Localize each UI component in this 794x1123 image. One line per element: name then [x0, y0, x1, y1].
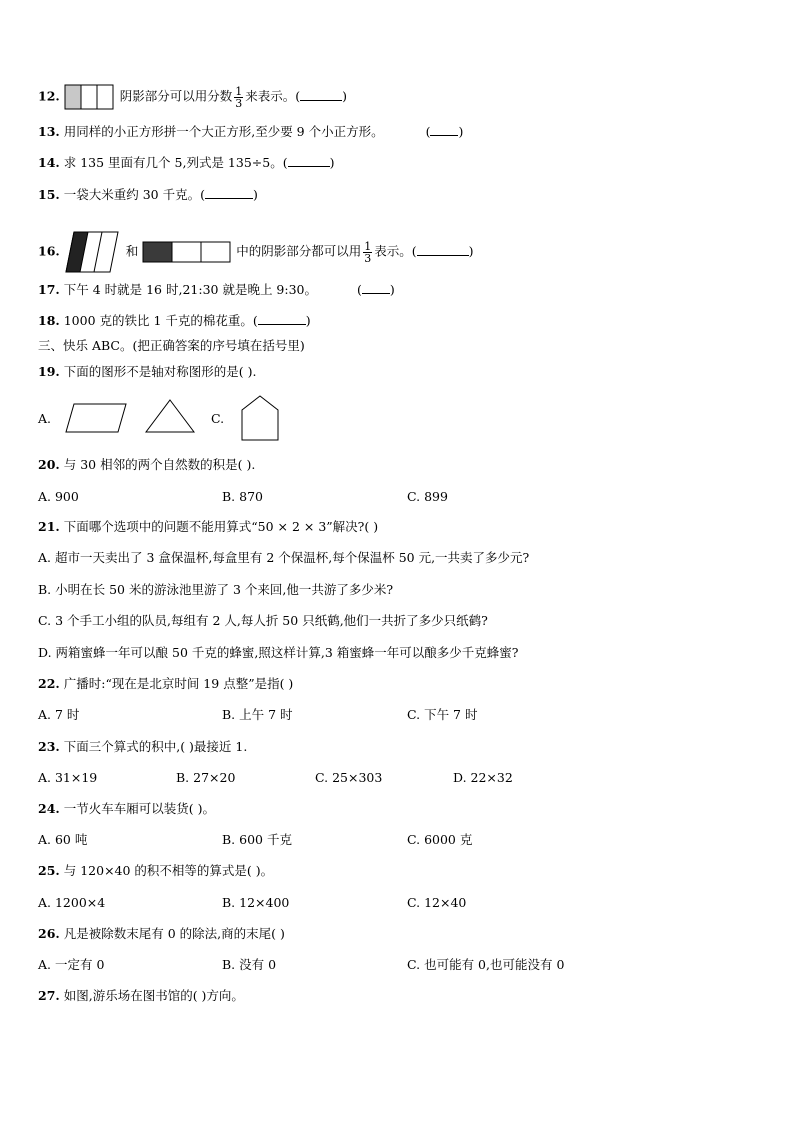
- section-heading: 三、快乐 ABC。(把正确答案的序号填在括号里): [38, 338, 305, 353]
- question-19: [38, 363, 256, 381]
- option-b[interactable]: B. 上午 7 时: [222, 707, 293, 722]
- question-text: 下面哪个选项中的问题不能用算式“50 × 2 × 3”解决?( ): [63, 519, 379, 534]
- option-a[interactable]: A. 31×19: [38, 770, 98, 785]
- question-text: 求 135 里面有几个 5,列式是 135÷5。(: [63, 155, 288, 170]
- question-text: 阴影部分可以用分数: [119, 88, 233, 104]
- question-13: [38, 123, 463, 141]
- question-22: [38, 675, 293, 693]
- answer-blank[interactable]: [362, 281, 390, 294]
- house-pentagon-figure: [240, 394, 280, 442]
- question-number: 13.: [38, 124, 60, 139]
- option-c[interactable]: C. 25×303: [315, 770, 383, 785]
- question-number: 18.: [38, 313, 60, 328]
- answer-blank[interactable]: [417, 243, 469, 256]
- question-number: 23.: [38, 739, 60, 754]
- option-c[interactable]: C. 6000 克: [407, 832, 473, 847]
- question-number: 12.: [38, 88, 60, 104]
- open-paren: (: [425, 124, 431, 139]
- question-number: 22.: [38, 676, 60, 691]
- option-a-label: A.: [38, 411, 52, 426]
- question-text: 一袋大米重约 30 千克。(: [63, 187, 205, 202]
- question-text: 下面的图形不是轴对称图形的是( ).: [63, 364, 257, 379]
- option-c[interactable]: C. 899: [407, 489, 448, 504]
- question-17: [38, 281, 395, 299]
- answer-blank[interactable]: [258, 312, 306, 325]
- question-text: 广播时:“现在是北京时间 19 点整”是指( ): [63, 676, 294, 691]
- close-paren: ): [389, 282, 395, 297]
- option-a[interactable]: A. 7 时: [38, 707, 80, 722]
- option-b[interactable]: B. 27×20: [176, 770, 236, 785]
- question-number: 15.: [38, 187, 60, 202]
- question-text: 1000 克的铁比 1 千克的棉花重。(: [63, 313, 258, 328]
- question-number: 24.: [38, 801, 60, 816]
- option-d[interactable]: D. 两箱蜜蜂一年可以酿 50 千克的蜂蜜,照这样计算,3 箱蜜蜂一年可以酿多少千克蜂蜜?: [38, 645, 519, 660]
- question-18: [38, 312, 311, 330]
- option-a[interactable]: A. 900: [38, 489, 79, 504]
- question-21: [38, 518, 378, 536]
- close-paren: ): [329, 155, 335, 170]
- option-a[interactable]: A. 1200×4: [38, 895, 106, 910]
- question-text: 一节火车车厢可以装货( )。: [63, 801, 215, 816]
- fraction-denominator: 3: [235, 96, 243, 110]
- question-text: 下午 4 时就是 16 时,21:30 就是晚上 9:30。: [63, 282, 318, 297]
- question-text: 用同样的小正方形拼一个大正方形,至少要 9 个小正方形。: [63, 124, 384, 139]
- option-b[interactable]: B. 870: [222, 489, 263, 504]
- fraction-numerator: 1: [235, 84, 243, 98]
- question-24: [38, 800, 215, 818]
- question-text: 中的阴影部分都可以用: [236, 243, 362, 259]
- parallelogram-figure: [64, 402, 128, 434]
- open-paren: (: [357, 282, 362, 297]
- question-number: 19.: [38, 364, 60, 379]
- question-14: [38, 154, 334, 172]
- question-text: 与 30 相邻的两个自然数的积是( ).: [63, 457, 256, 472]
- question-text-2: 来表示。(: [245, 88, 301, 104]
- close-paren: ): [305, 313, 311, 328]
- fraction: [363, 241, 372, 264]
- close-paren: ): [458, 124, 464, 139]
- option-b[interactable]: B. 600 千克: [222, 832, 292, 847]
- triangle-figure: [144, 398, 196, 434]
- question-text: 如图,游乐场在图书馆的( )方向。: [63, 988, 244, 1003]
- question-23: [38, 738, 247, 756]
- option-a[interactable]: A. 60 吨: [38, 832, 88, 847]
- question-number: 21.: [38, 519, 60, 534]
- question-16: [38, 230, 474, 274]
- conjunction-text: 和: [125, 243, 139, 259]
- answer-blank[interactable]: [288, 154, 330, 167]
- question-text-2: 表示。(: [374, 243, 417, 259]
- fraction-numerator: 1: [364, 239, 372, 253]
- question-number: 20.: [38, 457, 60, 472]
- option-c-label: C.: [211, 411, 225, 426]
- question-text: 下面三个算式的积中,( )最接近 1.: [63, 739, 248, 754]
- option-b[interactable]: B. 12×400: [222, 895, 290, 910]
- question-12: [38, 84, 347, 110]
- question-text: 与 120×40 的积不相等的算式是( )。: [63, 863, 274, 878]
- question-27: [38, 987, 244, 1005]
- answer-blank[interactable]: [430, 123, 458, 136]
- slanted-shaded-figure: [64, 230, 122, 274]
- option-b[interactable]: B. 小明在长 50 米的游泳池里游了 3 个来回,他一共游了多少米?: [38, 582, 394, 597]
- shaded-bar-figure: [64, 84, 116, 110]
- answer-blank[interactable]: [300, 88, 342, 101]
- shaded-bar-figure-2: [142, 241, 232, 263]
- question-15: [38, 186, 258, 204]
- question-text: 凡是被除数末尾有 0 的除法,商的末尾( ): [63, 926, 285, 941]
- option-c[interactable]: C. 12×40: [407, 895, 467, 910]
- option-c[interactable]: C. 也可能有 0,也可能没有 0: [407, 957, 565, 972]
- fraction: [234, 86, 243, 109]
- question-25: [38, 862, 273, 880]
- answer-blank[interactable]: [205, 186, 253, 199]
- option-a[interactable]: A. 一定有 0: [38, 957, 105, 972]
- close-paren: ): [468, 243, 474, 259]
- option-b[interactable]: B. 没有 0: [222, 957, 277, 972]
- close-paren: ): [342, 88, 348, 104]
- option-c[interactable]: C. 3 个手工小组的队员,每组有 2 人,每人折 50 只纸鹤,他们一共折了多少只纸鹤?: [38, 613, 488, 628]
- question-number: 17.: [38, 282, 60, 297]
- question-20: [38, 456, 255, 474]
- question-26: [38, 925, 285, 943]
- close-paren: ): [252, 187, 258, 202]
- option-c[interactable]: C. 下午 7 时: [407, 707, 478, 722]
- option-a[interactable]: A. 超市一天卖出了 3 盒保温杯,每盒里有 2 个保温杯,每个保温杯 50 元,一共卖了多少元?: [38, 550, 530, 565]
- option-d[interactable]: D. 22×32: [453, 770, 513, 785]
- question-number: 16.: [38, 243, 60, 259]
- question-number: 27.: [38, 988, 60, 1003]
- question-number: 25.: [38, 863, 60, 878]
- question-number: 26.: [38, 926, 60, 941]
- question-number: 14.: [38, 155, 60, 170]
- fraction-denominator: 3: [364, 251, 372, 265]
